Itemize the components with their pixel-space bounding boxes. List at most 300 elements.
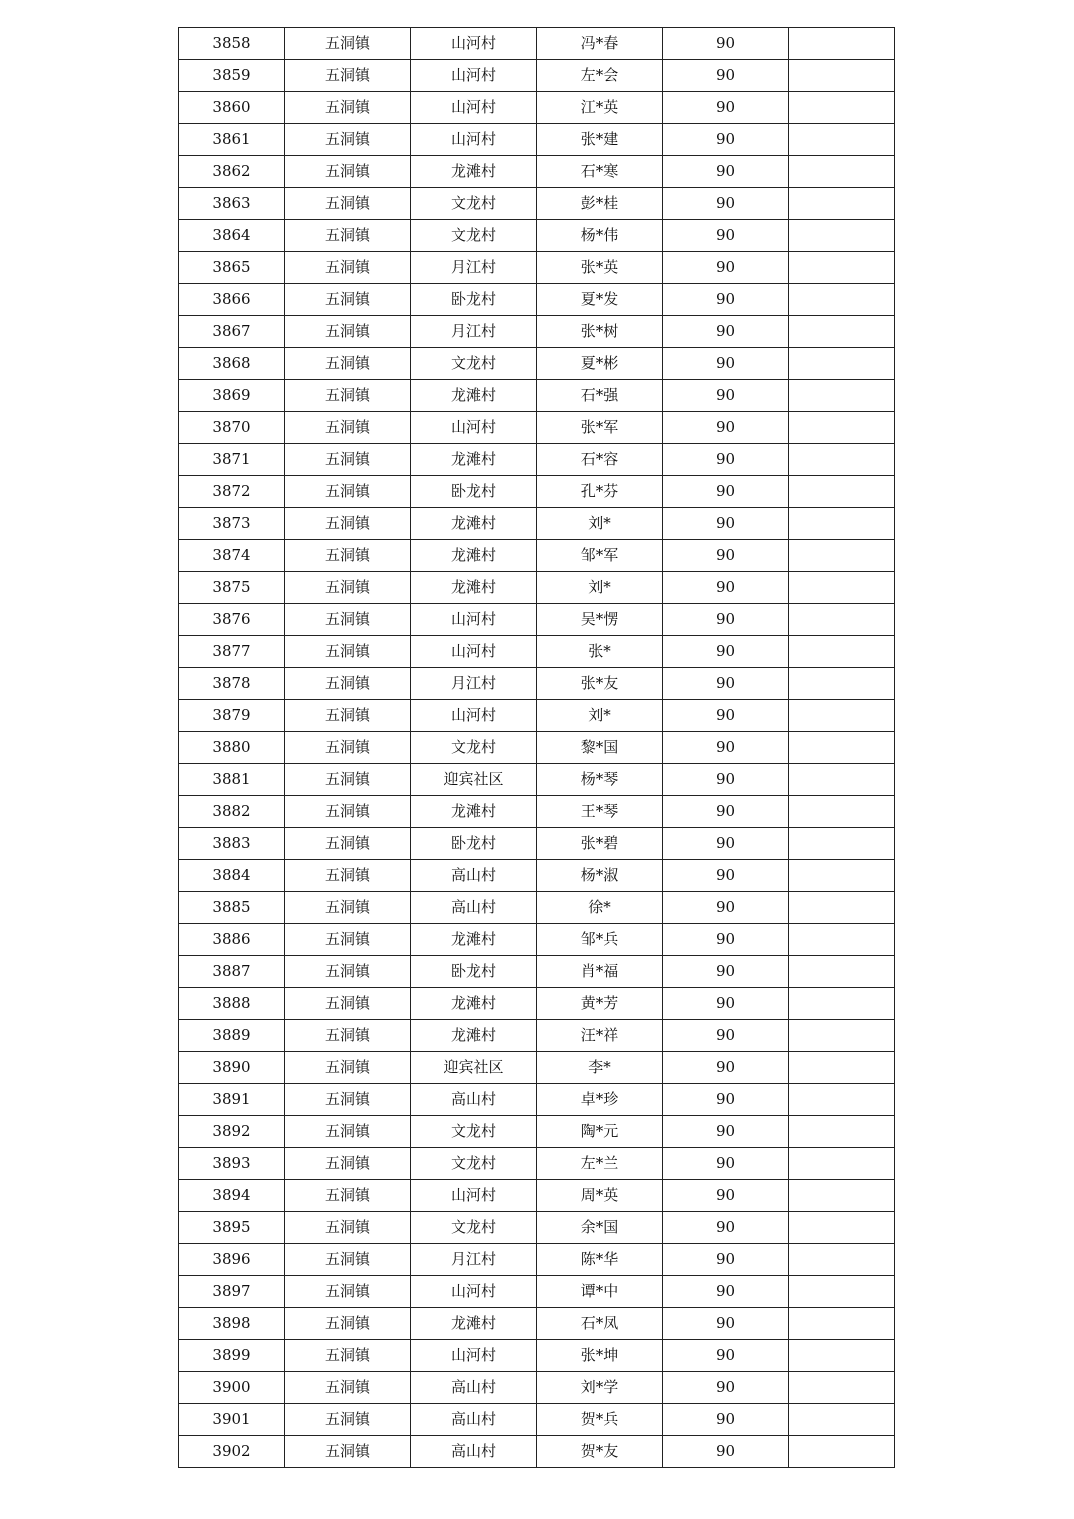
town-cell: 五洞镇 (285, 156, 411, 188)
town-cell: 五洞镇 (285, 1276, 411, 1308)
serial-number-cell: 3898 (179, 1308, 285, 1340)
note-cell (789, 444, 895, 476)
amount-cell: 90 (663, 924, 789, 956)
village-cell: 卧龙村 (411, 956, 537, 988)
town-cell: 五洞镇 (285, 476, 411, 508)
serial-number-cell: 3881 (179, 764, 285, 796)
town-cell: 五洞镇 (285, 828, 411, 860)
serial-number-cell: 3897 (179, 1276, 285, 1308)
table-row (179, 956, 895, 988)
serial-number-cell: 3862 (179, 156, 285, 188)
amount-cell: 90 (663, 348, 789, 380)
serial-number-cell: 3901 (179, 1404, 285, 1436)
serial-number-cell: 3879 (179, 700, 285, 732)
amount-cell: 90 (663, 220, 789, 252)
town-cell: 五洞镇 (285, 28, 411, 60)
amount-cell: 90 (663, 1372, 789, 1404)
serial-number-cell: 3889 (179, 1020, 285, 1052)
amount-cell: 90 (663, 1308, 789, 1340)
table-row (179, 188, 895, 220)
note-cell (789, 412, 895, 444)
town-cell: 五洞镇 (285, 284, 411, 316)
note-cell (789, 220, 895, 252)
name-cell: 汪*祥 (537, 1020, 663, 1052)
table-row (179, 1052, 895, 1084)
town-cell: 五洞镇 (285, 60, 411, 92)
note-cell (789, 1308, 895, 1340)
village-cell: 山河村 (411, 604, 537, 636)
town-cell: 五洞镇 (285, 316, 411, 348)
town-cell: 五洞镇 (285, 764, 411, 796)
village-cell: 龙滩村 (411, 540, 537, 572)
name-cell: 谭*中 (537, 1276, 663, 1308)
note-cell (789, 636, 895, 668)
serial-number-cell: 3892 (179, 1116, 285, 1148)
name-cell: 刘* (537, 508, 663, 540)
village-cell: 文龙村 (411, 188, 537, 220)
serial-number-cell: 3875 (179, 572, 285, 604)
village-cell: 龙滩村 (411, 796, 537, 828)
amount-cell: 90 (663, 1340, 789, 1372)
village-cell: 龙滩村 (411, 444, 537, 476)
town-cell: 五洞镇 (285, 604, 411, 636)
amount-cell: 90 (663, 380, 789, 412)
serial-number-cell: 3882 (179, 796, 285, 828)
note-cell (789, 572, 895, 604)
note-cell (789, 316, 895, 348)
town-cell: 五洞镇 (285, 540, 411, 572)
town-cell: 五洞镇 (285, 1404, 411, 1436)
amount-cell: 90 (663, 636, 789, 668)
name-cell: 吴*愣 (537, 604, 663, 636)
town-cell: 五洞镇 (285, 92, 411, 124)
village-cell: 高山村 (411, 1404, 537, 1436)
name-cell: 彭*桂 (537, 188, 663, 220)
amount-cell: 90 (663, 316, 789, 348)
village-cell: 文龙村 (411, 1212, 537, 1244)
amount-cell: 90 (663, 796, 789, 828)
table-row (179, 1308, 895, 1340)
village-cell: 山河村 (411, 412, 537, 444)
table-row (179, 700, 895, 732)
serial-number-cell: 3885 (179, 892, 285, 924)
amount-cell: 90 (663, 1052, 789, 1084)
note-cell (789, 764, 895, 796)
table-row (179, 1212, 895, 1244)
town-cell: 五洞镇 (285, 732, 411, 764)
village-cell: 迎宾社区 (411, 764, 537, 796)
amount-cell: 90 (663, 668, 789, 700)
note-cell (789, 156, 895, 188)
table-row (179, 156, 895, 188)
note-cell (789, 1404, 895, 1436)
note-cell (789, 476, 895, 508)
town-cell: 五洞镇 (285, 1244, 411, 1276)
serial-number-cell: 3887 (179, 956, 285, 988)
serial-number-cell: 3865 (179, 252, 285, 284)
note-cell (789, 700, 895, 732)
town-cell: 五洞镇 (285, 572, 411, 604)
amount-cell: 90 (663, 860, 789, 892)
name-cell: 江*英 (537, 92, 663, 124)
serial-number-cell: 3888 (179, 988, 285, 1020)
serial-number-cell: 3873 (179, 508, 285, 540)
name-cell: 张*英 (537, 252, 663, 284)
town-cell: 五洞镇 (285, 700, 411, 732)
village-cell: 卧龙村 (411, 828, 537, 860)
table-row (179, 924, 895, 956)
name-cell: 孔*芬 (537, 476, 663, 508)
amount-cell: 90 (663, 828, 789, 860)
amount-cell: 90 (663, 956, 789, 988)
name-cell: 石*容 (537, 444, 663, 476)
name-cell: 王*琴 (537, 796, 663, 828)
village-cell: 迎宾社区 (411, 1052, 537, 1084)
amount-cell: 90 (663, 764, 789, 796)
amount-cell: 90 (663, 28, 789, 60)
table-row (179, 604, 895, 636)
amount-cell: 90 (663, 1116, 789, 1148)
table-row (179, 636, 895, 668)
amount-cell: 90 (663, 1404, 789, 1436)
note-cell (789, 796, 895, 828)
table-row (179, 508, 895, 540)
name-cell: 左*会 (537, 60, 663, 92)
serial-number-cell: 3860 (179, 92, 285, 124)
serial-number-cell: 3880 (179, 732, 285, 764)
town-cell: 五洞镇 (285, 412, 411, 444)
amount-cell: 90 (663, 892, 789, 924)
note-cell (789, 508, 895, 540)
serial-number-cell: 3871 (179, 444, 285, 476)
name-cell: 陶*元 (537, 1116, 663, 1148)
note-cell (789, 1116, 895, 1148)
serial-number-cell: 3861 (179, 124, 285, 156)
village-cell: 月江村 (411, 1244, 537, 1276)
village-cell: 龙滩村 (411, 1308, 537, 1340)
roster-table-body (179, 28, 895, 1468)
town-cell: 五洞镇 (285, 1436, 411, 1468)
village-cell: 文龙村 (411, 348, 537, 380)
note-cell (789, 1148, 895, 1180)
name-cell: 刘* (537, 700, 663, 732)
town-cell: 五洞镇 (285, 1148, 411, 1180)
table-row (179, 1404, 895, 1436)
serial-number-cell: 3891 (179, 1084, 285, 1116)
table-row (179, 1436, 895, 1468)
note-cell (789, 1244, 895, 1276)
serial-number-cell: 3874 (179, 540, 285, 572)
town-cell: 五洞镇 (285, 892, 411, 924)
name-cell: 贺*友 (537, 1436, 663, 1468)
note-cell (789, 284, 895, 316)
town-cell: 五洞镇 (285, 1212, 411, 1244)
note-cell (789, 348, 895, 380)
amount-cell: 90 (663, 60, 789, 92)
serial-number-cell: 3864 (179, 220, 285, 252)
town-cell: 五洞镇 (285, 860, 411, 892)
village-cell: 月江村 (411, 668, 537, 700)
name-cell: 张*碧 (537, 828, 663, 860)
village-cell: 龙滩村 (411, 988, 537, 1020)
table-row (179, 316, 895, 348)
amount-cell: 90 (663, 92, 789, 124)
village-cell: 高山村 (411, 860, 537, 892)
amount-cell: 90 (663, 540, 789, 572)
town-cell: 五洞镇 (285, 220, 411, 252)
table-row (179, 1020, 895, 1052)
village-cell: 龙滩村 (411, 1020, 537, 1052)
name-cell: 陈*华 (537, 1244, 663, 1276)
serial-number-cell: 3858 (179, 28, 285, 60)
note-cell (789, 1084, 895, 1116)
name-cell: 杨*伟 (537, 220, 663, 252)
name-cell: 余*国 (537, 1212, 663, 1244)
village-cell: 龙滩村 (411, 380, 537, 412)
serial-number-cell: 3890 (179, 1052, 285, 1084)
town-cell: 五洞镇 (285, 1052, 411, 1084)
serial-number-cell: 3878 (179, 668, 285, 700)
village-cell: 龙滩村 (411, 924, 537, 956)
name-cell: 张*军 (537, 412, 663, 444)
table-row (179, 476, 895, 508)
name-cell: 冯*春 (537, 28, 663, 60)
note-cell (789, 1052, 895, 1084)
name-cell: 张* (537, 636, 663, 668)
name-cell: 张*友 (537, 668, 663, 700)
name-cell: 杨*淑 (537, 860, 663, 892)
village-cell: 山河村 (411, 1276, 537, 1308)
amount-cell: 90 (663, 476, 789, 508)
name-cell: 石*凤 (537, 1308, 663, 1340)
note-cell (789, 892, 895, 924)
village-cell: 山河村 (411, 1180, 537, 1212)
town-cell: 五洞镇 (285, 348, 411, 380)
serial-number-cell: 3902 (179, 1436, 285, 1468)
name-cell: 周*英 (537, 1180, 663, 1212)
village-cell: 文龙村 (411, 732, 537, 764)
amount-cell: 90 (663, 1148, 789, 1180)
village-cell: 山河村 (411, 1340, 537, 1372)
note-cell (789, 252, 895, 284)
table-row (179, 860, 895, 892)
town-cell: 五洞镇 (285, 988, 411, 1020)
town-cell: 五洞镇 (285, 380, 411, 412)
village-cell: 龙滩村 (411, 156, 537, 188)
note-cell (789, 188, 895, 220)
note-cell (789, 956, 895, 988)
note-cell (789, 124, 895, 156)
amount-cell: 90 (663, 1244, 789, 1276)
table-row (179, 1180, 895, 1212)
name-cell: 黄*芳 (537, 988, 663, 1020)
village-cell: 卧龙村 (411, 284, 537, 316)
name-cell: 刘* (537, 572, 663, 604)
table-row (179, 60, 895, 92)
amount-cell: 90 (663, 700, 789, 732)
amount-cell: 90 (663, 188, 789, 220)
serial-number-cell: 3883 (179, 828, 285, 860)
town-cell: 五洞镇 (285, 1308, 411, 1340)
serial-number-cell: 3870 (179, 412, 285, 444)
table-row (179, 668, 895, 700)
table-row (179, 796, 895, 828)
village-cell: 月江村 (411, 316, 537, 348)
amount-cell: 90 (663, 1276, 789, 1308)
table-row (179, 284, 895, 316)
table-row (179, 540, 895, 572)
note-cell (789, 1020, 895, 1052)
town-cell: 五洞镇 (285, 636, 411, 668)
table-row (179, 572, 895, 604)
town-cell: 五洞镇 (285, 252, 411, 284)
serial-number-cell: 3859 (179, 60, 285, 92)
table-row (179, 732, 895, 764)
village-cell: 月江村 (411, 252, 537, 284)
table-row (179, 220, 895, 252)
serial-number-cell: 3895 (179, 1212, 285, 1244)
note-cell (789, 60, 895, 92)
town-cell: 五洞镇 (285, 1372, 411, 1404)
serial-number-cell: 3886 (179, 924, 285, 956)
name-cell: 张*坤 (537, 1340, 663, 1372)
village-cell: 山河村 (411, 700, 537, 732)
serial-number-cell: 3869 (179, 380, 285, 412)
amount-cell: 90 (663, 1436, 789, 1468)
note-cell (789, 1276, 895, 1308)
village-cell: 文龙村 (411, 1148, 537, 1180)
note-cell (789, 540, 895, 572)
town-cell: 五洞镇 (285, 956, 411, 988)
table-row (179, 1372, 895, 1404)
table-row (179, 988, 895, 1020)
village-cell: 龙滩村 (411, 572, 537, 604)
village-cell: 高山村 (411, 892, 537, 924)
name-cell: 左*兰 (537, 1148, 663, 1180)
village-cell: 山河村 (411, 28, 537, 60)
amount-cell: 90 (663, 732, 789, 764)
town-cell: 五洞镇 (285, 508, 411, 540)
serial-number-cell: 3868 (179, 348, 285, 380)
note-cell (789, 1180, 895, 1212)
table-row (179, 348, 895, 380)
table-row (179, 124, 895, 156)
town-cell: 五洞镇 (285, 188, 411, 220)
amount-cell: 90 (663, 252, 789, 284)
name-cell: 张*树 (537, 316, 663, 348)
table-row (179, 1340, 895, 1372)
village-cell: 山河村 (411, 60, 537, 92)
name-cell: 刘*学 (537, 1372, 663, 1404)
town-cell: 五洞镇 (285, 1084, 411, 1116)
amount-cell: 90 (663, 508, 789, 540)
roster-sheet (178, 27, 894, 1468)
town-cell: 五洞镇 (285, 1020, 411, 1052)
note-cell (789, 1340, 895, 1372)
village-cell: 文龙村 (411, 1116, 537, 1148)
roster-table (178, 27, 895, 1468)
name-cell: 徐* (537, 892, 663, 924)
serial-number-cell: 3884 (179, 860, 285, 892)
name-cell: 卓*珍 (537, 1084, 663, 1116)
note-cell (789, 28, 895, 60)
name-cell: 张*建 (537, 124, 663, 156)
serial-number-cell: 3876 (179, 604, 285, 636)
note-cell (789, 924, 895, 956)
table-row (179, 380, 895, 412)
amount-cell: 90 (663, 124, 789, 156)
serial-number-cell: 3866 (179, 284, 285, 316)
amount-cell: 90 (663, 1212, 789, 1244)
amount-cell: 90 (663, 604, 789, 636)
amount-cell: 90 (663, 412, 789, 444)
town-cell: 五洞镇 (285, 1116, 411, 1148)
village-cell: 龙滩村 (411, 508, 537, 540)
note-cell (789, 732, 895, 764)
serial-number-cell: 3867 (179, 316, 285, 348)
village-cell: 高山村 (411, 1372, 537, 1404)
serial-number-cell: 3899 (179, 1340, 285, 1372)
town-cell: 五洞镇 (285, 1180, 411, 1212)
serial-number-cell: 3893 (179, 1148, 285, 1180)
village-cell: 文龙村 (411, 220, 537, 252)
serial-number-cell: 3872 (179, 476, 285, 508)
serial-number-cell: 3863 (179, 188, 285, 220)
table-row (179, 444, 895, 476)
name-cell: 李* (537, 1052, 663, 1084)
note-cell (789, 860, 895, 892)
note-cell (789, 92, 895, 124)
table-row (179, 1276, 895, 1308)
serial-number-cell: 3877 (179, 636, 285, 668)
note-cell (789, 668, 895, 700)
amount-cell: 90 (663, 444, 789, 476)
note-cell (789, 988, 895, 1020)
town-cell: 五洞镇 (285, 668, 411, 700)
amount-cell: 90 (663, 1084, 789, 1116)
table-row (179, 892, 895, 924)
amount-cell: 90 (663, 284, 789, 316)
table-row (179, 412, 895, 444)
table-row (179, 92, 895, 124)
table-row (179, 1084, 895, 1116)
name-cell: 石*强 (537, 380, 663, 412)
town-cell: 五洞镇 (285, 1340, 411, 1372)
serial-number-cell: 3894 (179, 1180, 285, 1212)
note-cell (789, 604, 895, 636)
village-cell: 山河村 (411, 636, 537, 668)
name-cell: 贺*兵 (537, 1404, 663, 1436)
table-row (179, 1244, 895, 1276)
town-cell: 五洞镇 (285, 444, 411, 476)
serial-number-cell: 3900 (179, 1372, 285, 1404)
serial-number-cell: 3896 (179, 1244, 285, 1276)
village-cell: 高山村 (411, 1084, 537, 1116)
note-cell (789, 1212, 895, 1244)
table-row (179, 1148, 895, 1180)
village-cell: 山河村 (411, 124, 537, 156)
table-row (179, 1116, 895, 1148)
village-cell: 卧龙村 (411, 476, 537, 508)
name-cell: 邹*军 (537, 540, 663, 572)
amount-cell: 90 (663, 156, 789, 188)
note-cell (789, 828, 895, 860)
table-row (179, 764, 895, 796)
town-cell: 五洞镇 (285, 924, 411, 956)
note-cell (789, 1436, 895, 1468)
table-row (179, 252, 895, 284)
name-cell: 石*寒 (537, 156, 663, 188)
